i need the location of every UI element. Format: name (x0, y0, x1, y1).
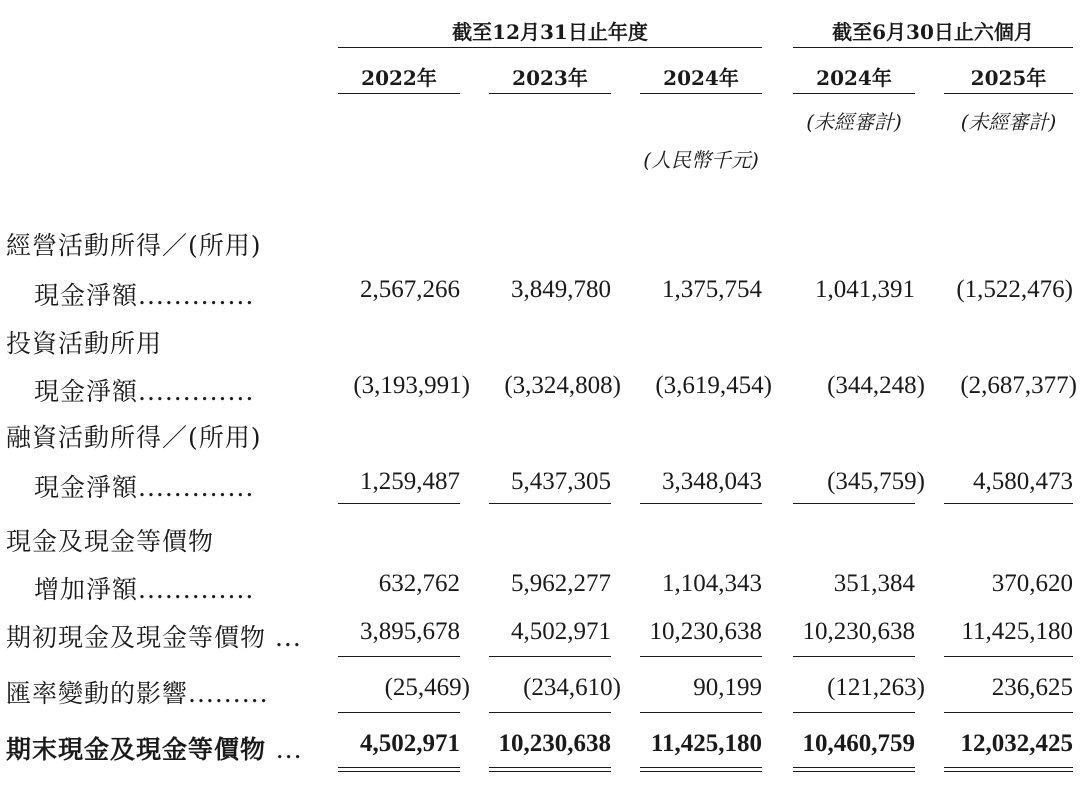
year-header-2023: 2023年 (512, 66, 588, 90)
cell-opening-2024h1: 10,230,638 (802, 618, 915, 645)
row-operating-label-line1: 經營活動所得／(所用) (6, 231, 262, 260)
total-double-rule-2025h1 (944, 767, 1073, 772)
cell-closing-2022: 4,502,971 (360, 730, 460, 757)
year-rule-2024-annual (640, 93, 762, 94)
subtotal-rule-2024 (640, 503, 762, 504)
year-header-2024-annual: 2024年 (663, 66, 739, 90)
cell-closing-2024: 11,425,180 (650, 730, 762, 757)
fx-rule-2024 (640, 712, 762, 713)
year-rule-2024-interim (793, 93, 915, 94)
total-double-rule-2023 (489, 767, 611, 772)
cell-financing-2023: 5,437,305 (511, 468, 611, 495)
row-label-text: 現金淨額 (34, 473, 139, 502)
cell-closing-2025h1: 12,032,425 (960, 730, 1073, 757)
row-financing-label-line1: 融資活動所得／(所用) (6, 423, 262, 452)
year-rule-2023 (489, 93, 611, 94)
cell-investing-2022: (3,193,991) (353, 372, 470, 399)
cell-opening-2025h1: 11,425,180 (961, 618, 1073, 645)
cell-operating-2024h1: 1,041,391 (815, 276, 915, 303)
row-opening-label (6, 618, 302, 654)
leader-dots: ......... (188, 679, 269, 708)
cell-investing-2024h1: (344,248) (827, 372, 925, 399)
row-label-text: 期末現金及現金等價物 (6, 735, 267, 764)
cell-operating-2023: 3,849,780 (511, 276, 611, 303)
row-closing-label (6, 730, 303, 766)
row-label-text: 現金淨額 (34, 281, 139, 310)
year-rule-2025 (944, 93, 1073, 94)
leader-dots: ... (274, 623, 302, 652)
subtotal-rule-2023 (489, 503, 611, 504)
subtotal-rule-2025h1 (944, 503, 1073, 504)
total-double-rule-2022 (338, 767, 460, 772)
annual-header-rule (338, 47, 762, 48)
opening-rule-2024h1 (793, 656, 915, 657)
cell-operating-2022: 2,567,266 (360, 276, 460, 303)
interim-period-header: 截至6月30日止六個月 (832, 20, 1034, 44)
year-header-2025: 2025年 (970, 66, 1047, 90)
cell-fx-2024h1: (121,263) (827, 674, 925, 701)
opening-rule-2023 (489, 656, 611, 657)
leader-dots: ............. (138, 575, 255, 604)
cell-fx-2023: (234,610) (523, 674, 621, 701)
opening-rule-2025h1 (944, 656, 1073, 657)
row-investing-label-line1: 投資活動所用 (6, 329, 163, 358)
leader-dots: ............. (138, 377, 255, 406)
cell-fx-2024: 90,199 (693, 674, 762, 701)
row-net-increase-label-line2 (34, 570, 254, 606)
cell-opening-2024: 10,230,638 (649, 618, 762, 645)
cell-net-increase-2024h1: 351,384 (833, 570, 915, 597)
cell-investing-2024: (3,619,454) (655, 372, 772, 399)
cell-fx-2022: (25,469) (384, 674, 470, 701)
row-financing-label-line2 (34, 468, 254, 504)
row-net-increase-label-line1: 現金及現金等價物 (6, 527, 215, 556)
annual-period-header: 截至12月31日止年度 (452, 20, 648, 44)
subtotal-rule-2024h1 (793, 503, 915, 504)
leader-dots: ............. (138, 281, 255, 310)
unaudited-note-2025: (未經審計) (960, 110, 1057, 134)
interim-header-rule (793, 47, 1073, 48)
cell-investing-2025h1: (2,687,377) (960, 372, 1077, 399)
leader-dots: ............. (138, 473, 255, 502)
fx-rule-2022 (338, 712, 460, 713)
unaudited-note-2024: (未經審計) (806, 110, 902, 134)
fx-rule-2025h1 (944, 712, 1073, 713)
row-investing-label-line2 (34, 372, 254, 408)
cell-financing-2025h1: 4,580,473 (973, 468, 1073, 495)
row-label-text: 現金淨額 (34, 377, 139, 406)
currency-unit-note: (人民幣千元) (643, 148, 759, 172)
cell-operating-2025h1: (1,522,476) (956, 276, 1073, 303)
cell-opening-2022: 3,895,678 (360, 618, 460, 645)
year-header-2022: 2022年 (361, 66, 437, 90)
total-double-rule-2024h1 (793, 767, 915, 772)
cell-operating-2024: 1,375,754 (662, 276, 762, 303)
cell-financing-2024: 3,348,043 (662, 468, 762, 495)
row-label-text: 匯率變動的影響 (6, 679, 189, 708)
year-rule-2022 (338, 93, 460, 94)
subtotal-rule-2022 (338, 503, 460, 504)
cell-net-increase-2025h1: 370,620 (991, 570, 1073, 597)
cell-financing-2022: 1,259,487 (360, 468, 460, 495)
cell-financing-2024h1: (345,759) (827, 468, 925, 495)
row-operating-label-line2 (34, 276, 254, 312)
cell-closing-2023: 10,230,638 (498, 730, 611, 757)
total-double-rule-2024 (640, 767, 762, 772)
cell-opening-2023: 4,502,971 (511, 618, 611, 645)
cell-investing-2023: (3,324,808) (504, 372, 621, 399)
row-label-text: 增加淨額 (34, 575, 139, 604)
leader-dots: ... (275, 735, 303, 764)
cell-closing-2024h1: 10,460,759 (802, 730, 915, 757)
cell-net-increase-2022: 632,762 (378, 570, 460, 597)
opening-rule-2022 (338, 656, 460, 657)
opening-rule-2024 (640, 656, 762, 657)
row-fx-effect-label (6, 674, 269, 710)
year-header-2024-interim: 2024年 (816, 66, 892, 90)
cell-net-increase-2024: 1,104,343 (662, 570, 762, 597)
cell-net-increase-2023: 5,962,277 (511, 570, 611, 597)
fx-rule-2024h1 (793, 712, 915, 713)
row-label-text: 期初現金及現金等價物 (6, 623, 267, 652)
fx-rule-2023 (489, 712, 611, 713)
cell-fx-2025h1: 236,625 (991, 674, 1073, 701)
